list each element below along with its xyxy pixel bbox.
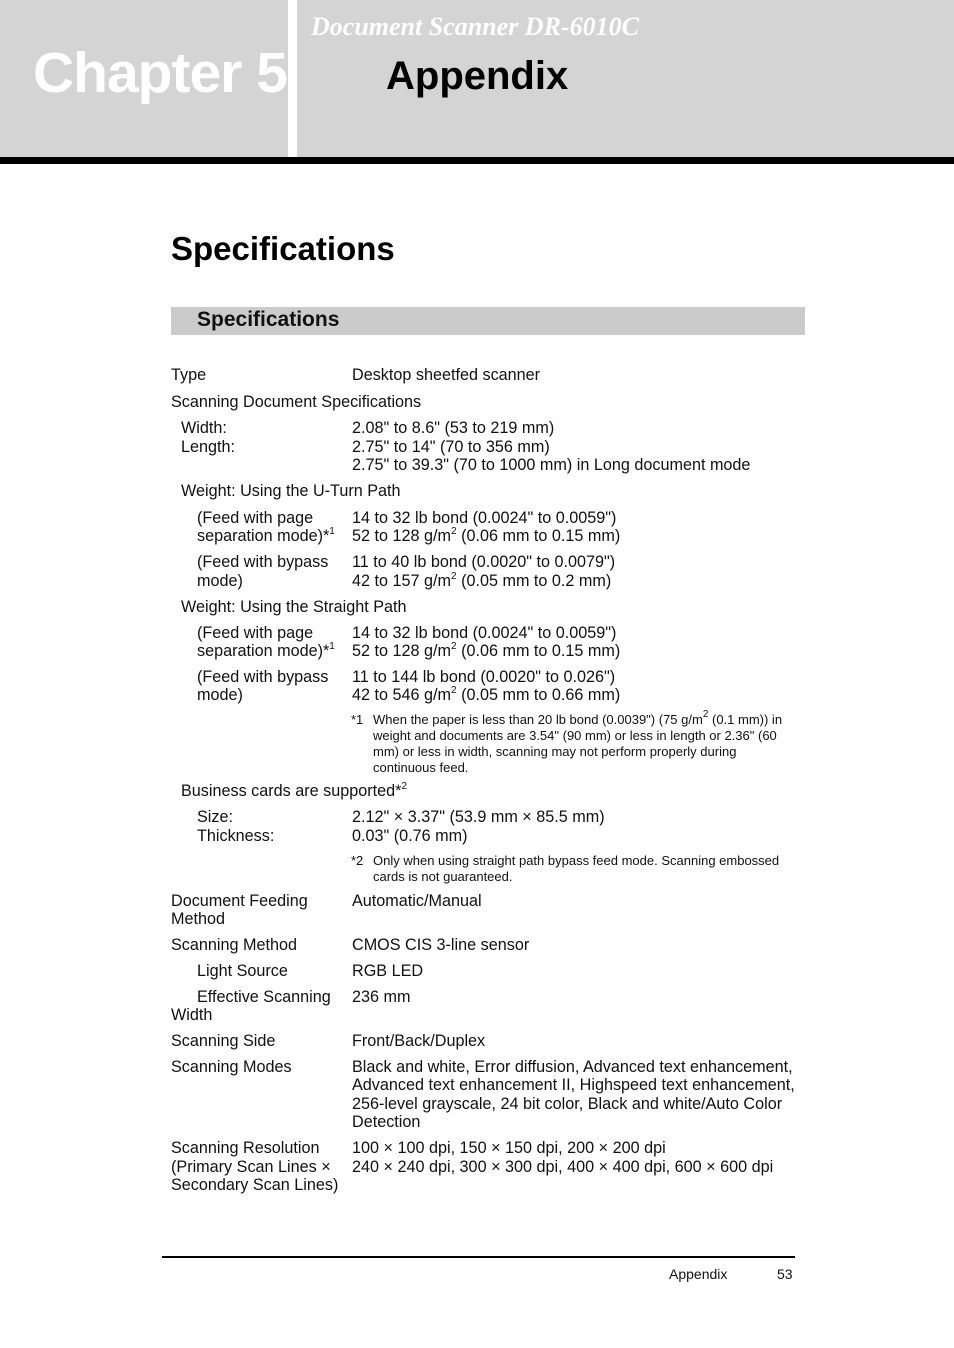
width-label: Width: — [181, 419, 227, 437]
footer-label: Appendix — [669, 1266, 728, 1282]
modes-value-1: Black and white, Error diffusion, Advanced text enhancement, — [352, 1058, 793, 1076]
width-value: 2.08" to 8.6" (53 to 219 mm) — [352, 419, 555, 437]
straight-label: Weight: Using the Straight Path — [181, 598, 407, 616]
length-label: Length: — [181, 438, 236, 456]
straight-bypass-value: 11 to 144 lb bond (0.0020" to 0.026") — [352, 668, 616, 686]
straight-feed-bypass-label: (Feed with bypass — [197, 668, 329, 686]
straight-page-gsm: 52 to 128 $g/m^2$ (0.06 mm to 0.15 mm) — [352, 641, 621, 660]
note2-line2: cards is not guaranteed. — [373, 869, 513, 884]
eff-width-label: Effective Scanning — [197, 988, 331, 1006]
feeding-label: Document Feeding — [171, 892, 308, 910]
straight-bypass-gsm: 42 to 546 $g/m^2$ (0.05 mm to 0.66 mm) — [352, 685, 621, 704]
feed-bypass-label-2: mode) — [197, 572, 243, 590]
modes-label: Scanning Modes — [171, 1058, 292, 1076]
eff-width-label-2: Width — [171, 1006, 213, 1024]
type-label: Type — [171, 366, 207, 384]
size-value: 2.12" × 3.37" (53.9 mm × 85.5 mm) — [352, 808, 605, 826]
modes-value-3: 256-level grayscale, 24 bit color, Black and white/Auto Color — [352, 1095, 783, 1113]
section-heading-bar — [171, 307, 805, 335]
note1-line4: continuous feed. — [373, 760, 469, 775]
note1-line3: mm) or less in width, scanning may not perform properly during — [373, 744, 737, 759]
length-value-long: 2.75" to 39.3" (70 to 1000 mm) in Long document mode — [352, 456, 751, 474]
thickness-label: Thickness: — [197, 827, 275, 845]
eff-width-value: 236 mm — [352, 988, 411, 1006]
uturn-page-value: 14 to 32 lb bond (0.0024" to 0.0059") — [352, 509, 617, 527]
header-rule — [0, 157, 954, 164]
page-number: 53 — [777, 1266, 793, 1282]
straight-feed-page-label: (Feed with page — [197, 624, 314, 642]
uturn-bypass-gsm: 42 to 157 $g/m^2$ (0.05 mm to 0.2 mm) — [352, 571, 612, 590]
feed-bypass-label: (Feed with bypass — [197, 553, 329, 571]
feeding-value: Automatic/Manual — [352, 892, 482, 910]
res-value-2: 240 × 240 dpi, 300 × 300 dpi, 400 × 400 dpi, 600 × 600 dpi — [352, 1158, 774, 1176]
section-heading: Specifications — [197, 308, 340, 331]
res-value-1: 100 × 100 dpi, 150 × 150 dpi, 200 × 200 dpi — [352, 1139, 666, 1157]
method-value: CMOS CIS 3-line sensor — [352, 936, 530, 954]
side-value: Front/Back/Duplex — [352, 1032, 486, 1050]
res-label-1: Scanning Resolution — [171, 1139, 320, 1157]
note1-line1: When the paper is less than 20 lb bond (0.0039") (75 $g/m^2$ (0.1 mm)) in — [373, 709, 783, 727]
side-label: Scanning Side — [171, 1032, 276, 1050]
modes-value-4: Detection — [352, 1113, 421, 1131]
straight-page-value: 14 to 32 lb bond (0.0024" to 0.0059") — [352, 624, 617, 642]
light-value: RGB LED — [352, 962, 424, 980]
note2-line1: Only when using straight path bypass feed mode. Scanning embossed — [373, 853, 780, 868]
uturn-page-gsm: 52 to 128 $g/m^2$ (0.06 mm to 0.15 mm) — [352, 526, 621, 545]
feeding-label-2: Method — [171, 910, 225, 928]
thickness-value: 0.03" (0.76 mm) — [352, 827, 468, 845]
straight-feed-bypass-label-2: mode) — [197, 686, 243, 704]
note2-marker: *2 — [351, 853, 364, 868]
res-label-2: (Primary Scan Lines × — [171, 1158, 331, 1176]
method-label: Scanning Method — [171, 936, 297, 954]
product-name: Document Scanner DR-6010C — [311, 12, 639, 41]
footer-rule — [162, 1256, 795, 1258]
feed-page-label-2: separation mode)*$^1$ — [197, 526, 335, 545]
uturn-bypass-value: 11 to 40 lb bond (0.0020" to 0.0079") — [352, 553, 616, 571]
feed-page-label: (Feed with page — [197, 509, 314, 527]
light-label: Light Source — [197, 962, 288, 980]
size-label: Size: — [197, 808, 233, 826]
chapter-title: Appendix — [386, 54, 569, 98]
note1-line2: weight and documents are 3.54" (90 mm) or less in length or 2.36" (60 — [373, 728, 777, 743]
page-heading: Specifications — [171, 230, 395, 267]
modes-value-2: Advanced text enhancement II, Highspeed text enhancement, — [352, 1076, 795, 1094]
scan-doc-label: Scanning Document Specifications — [171, 393, 422, 411]
note1-marker: *1 — [351, 712, 364, 727]
uturn-label: Weight: Using the U-Turn Path — [181, 482, 401, 500]
length-value: 2.75" to 14" (70 to 356 mm) — [352, 438, 550, 456]
type-value: Desktop sheetfed scanner — [352, 366, 541, 384]
business-cards-label: Business cards are supported*$^2$ — [181, 781, 408, 800]
straight-feed-page-label-2: separation mode)*$^1$ — [197, 641, 335, 660]
chapter-number: Chapter 5 — [33, 41, 287, 105]
header-divider — [288, 0, 297, 158]
res-label-3: Secondary Scan Lines) — [171, 1176, 339, 1194]
